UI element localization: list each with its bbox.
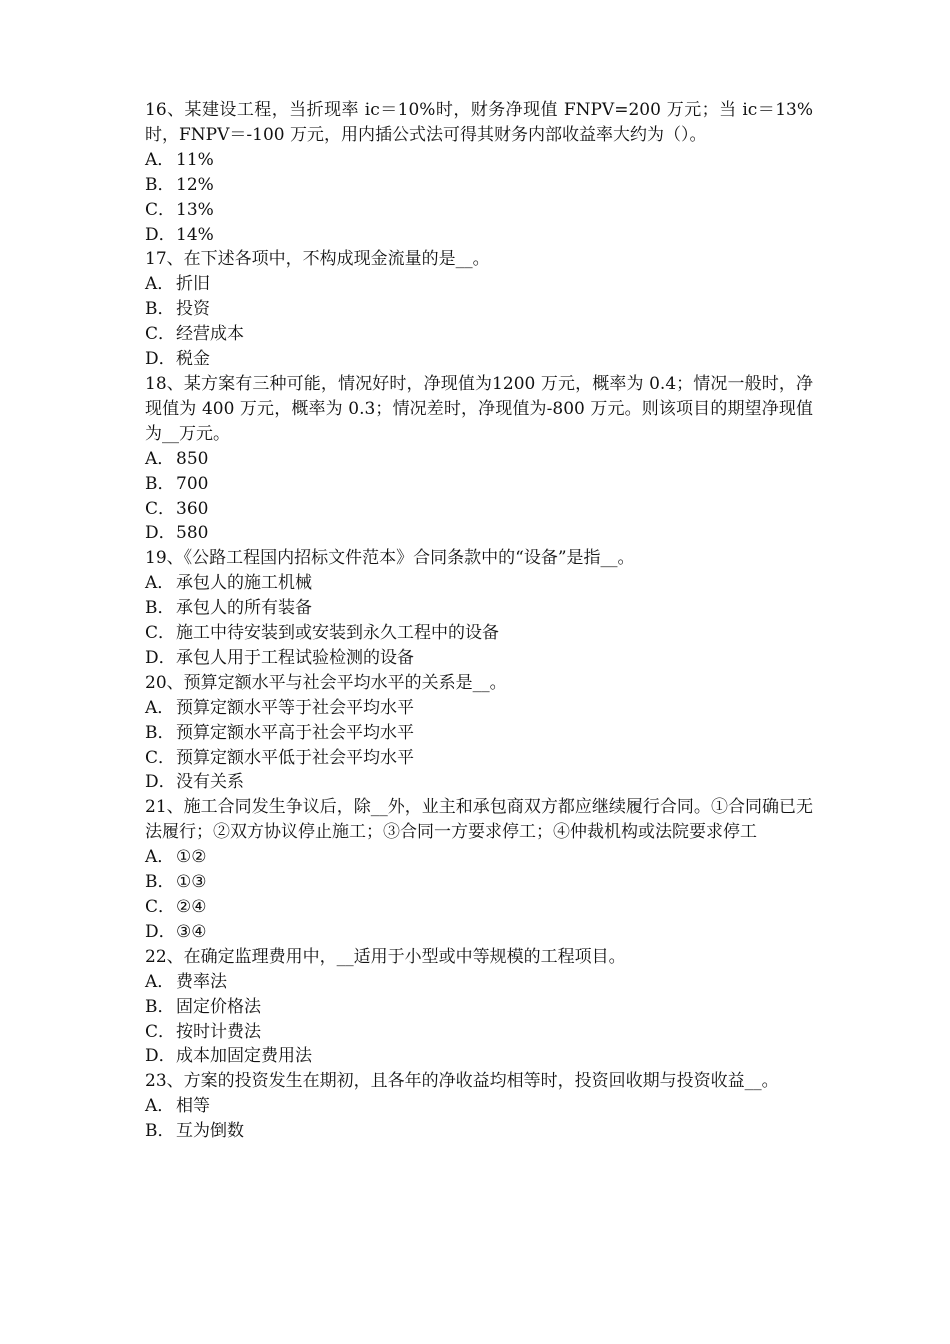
answer-option <box>145 472 813 497</box>
answer-option <box>145 696 813 721</box>
option-label: B． <box>145 598 175 619</box>
answer-option <box>145 521 813 546</box>
option-text: 折旧 <box>176 274 210 295</box>
answer-option <box>145 621 813 646</box>
answer-option <box>145 347 813 372</box>
exam-questions <box>145 98 813 1144</box>
option-label: A． <box>145 971 175 992</box>
option-label: A． <box>145 149 175 170</box>
question-stem: 21、施工合同发生争议后，除__外，业主和承包商双方都应继续履行合同。①合同确已无法履行；②双方协议停止施工；③合同一方要求停工；④仲裁机构或法院要求停工 <box>145 797 813 843</box>
option-label: B． <box>145 174 175 195</box>
question-stem: 23、方案的投资发生在期初，且各年的净收益均相等时，投资回收期与投资收益__。 <box>145 1071 779 1092</box>
answer-option <box>145 746 813 771</box>
answer-option <box>145 995 813 1020</box>
option-label: B． <box>145 473 175 494</box>
option-label: D． <box>145 772 176 793</box>
option-text: ①② <box>176 847 207 868</box>
question-stem: 19、《公路工程国内招标文件范本》合同条款中的“设备”是指__。 <box>145 548 635 569</box>
option-label: A． <box>145 274 175 295</box>
option-text: 预算定额水平等于社会平均水平 <box>176 697 414 718</box>
option-label: C． <box>145 897 176 917</box>
question-stem: 20、预算定额水平与社会平均水平的关系是__。 <box>145 672 507 693</box>
option-label: C． <box>145 1021 176 1042</box>
option-text: 承包人的施工机械 <box>176 573 312 594</box>
answer-option <box>145 1044 813 1069</box>
option-text: 相等 <box>176 1096 210 1117</box>
option-label: A． <box>145 847 175 868</box>
answer-option <box>145 571 813 596</box>
option-label: D． <box>145 1046 176 1067</box>
option-label: C． <box>145 623 176 644</box>
option-label: D． <box>145 224 176 245</box>
answer-option <box>145 223 813 248</box>
answer-option <box>145 870 813 895</box>
answer-option <box>145 895 813 920</box>
option-label: A． <box>145 697 175 718</box>
option-text: 费率法 <box>176 971 227 992</box>
answer-option <box>145 1119 813 1144</box>
option-text: ③④ <box>176 921 207 942</box>
answer-option <box>145 497 813 522</box>
option-text: 850 <box>176 448 209 469</box>
option-text: 成本加固定费用法 <box>176 1046 312 1067</box>
option-text: ①③ <box>176 872 207 893</box>
question-stem: 18、某方案有三种可能，情况好时，净现值为1200 万元，概率为 0.4；情况一般时，净现值为 400 万元，概率为 0.3；情况差时，净现值为-800 万元。则该项目的期望净现值为__万元。 <box>145 373 813 444</box>
option-text: 580 <box>176 523 209 544</box>
answer-option <box>145 322 813 347</box>
option-text: 施工中待安装到或安装到永久工程中的设备 <box>176 623 499 644</box>
option-text: 预算定额水平低于社会平均水平 <box>176 747 414 768</box>
option-label: B． <box>145 722 175 743</box>
answer-option <box>145 198 813 223</box>
answer-option <box>145 845 813 870</box>
option-text: 预算定额水平高于社会平均水平 <box>176 722 414 743</box>
answer-option <box>145 447 813 472</box>
option-text: 投资 <box>176 299 210 320</box>
answer-option <box>145 596 813 621</box>
answer-option <box>145 297 813 322</box>
answer-option <box>145 173 813 198</box>
option-text: 经营成本 <box>176 324 244 345</box>
option-text: 360 <box>176 498 209 519</box>
option-label: D． <box>145 523 176 544</box>
question-stem: 17、在下述各项中，不构成现金流量的是__。 <box>145 249 490 270</box>
answer-option <box>145 1020 813 1045</box>
option-text: 14% <box>176 224 214 245</box>
option-label: C． <box>145 324 176 345</box>
option-label: C． <box>145 199 176 220</box>
option-text: 700 <box>176 473 209 494</box>
option-text: 按时计费法 <box>176 1021 261 1042</box>
option-text: 12% <box>176 174 214 195</box>
question-stem: 16、某建设工程，当折现率 ic＝10%时，财务净现值 FNPV=200 万元；当 ic＝13%时，FNPV＝-100 万元，用内插公式法可得其财务内部收益率大约为（）。 <box>145 100 813 145</box>
answer-option <box>145 646 813 671</box>
option-text: 互为倒数 <box>176 1121 244 1142</box>
option-label: B． <box>145 299 175 320</box>
option-label: B． <box>145 996 175 1017</box>
answer-option <box>145 770 813 795</box>
option-label: C． <box>145 747 176 768</box>
option-label: C． <box>145 498 176 519</box>
option-label: A． <box>145 1096 175 1117</box>
question-stem: 22、在确定监理费用中，__适用于小型或中等规模的工程项目。 <box>145 946 626 967</box>
answer-option <box>145 272 813 297</box>
option-text: 承包人的所有装备 <box>176 598 312 619</box>
option-text: 固定价格法 <box>176 996 261 1017</box>
option-label: A． <box>145 448 175 469</box>
answer-option <box>145 721 813 746</box>
answer-option <box>145 148 813 173</box>
option-label: B． <box>145 872 175 893</box>
option-text: 11% <box>176 149 214 170</box>
answer-option <box>145 920 813 945</box>
option-label: D． <box>145 349 176 370</box>
option-label: A． <box>145 573 175 594</box>
option-text: 承包人用于工程试验检测的设备 <box>176 647 414 668</box>
answer-option <box>145 970 813 995</box>
option-label: B． <box>145 1121 175 1142</box>
answer-option <box>145 1094 813 1119</box>
option-text: 13% <box>176 199 214 220</box>
option-label: D． <box>145 647 176 668</box>
option-label: D． <box>145 921 176 942</box>
option-text: ②④ <box>176 897 207 917</box>
option-text: 税金 <box>176 349 210 370</box>
option-text: 没有关系 <box>176 772 244 793</box>
